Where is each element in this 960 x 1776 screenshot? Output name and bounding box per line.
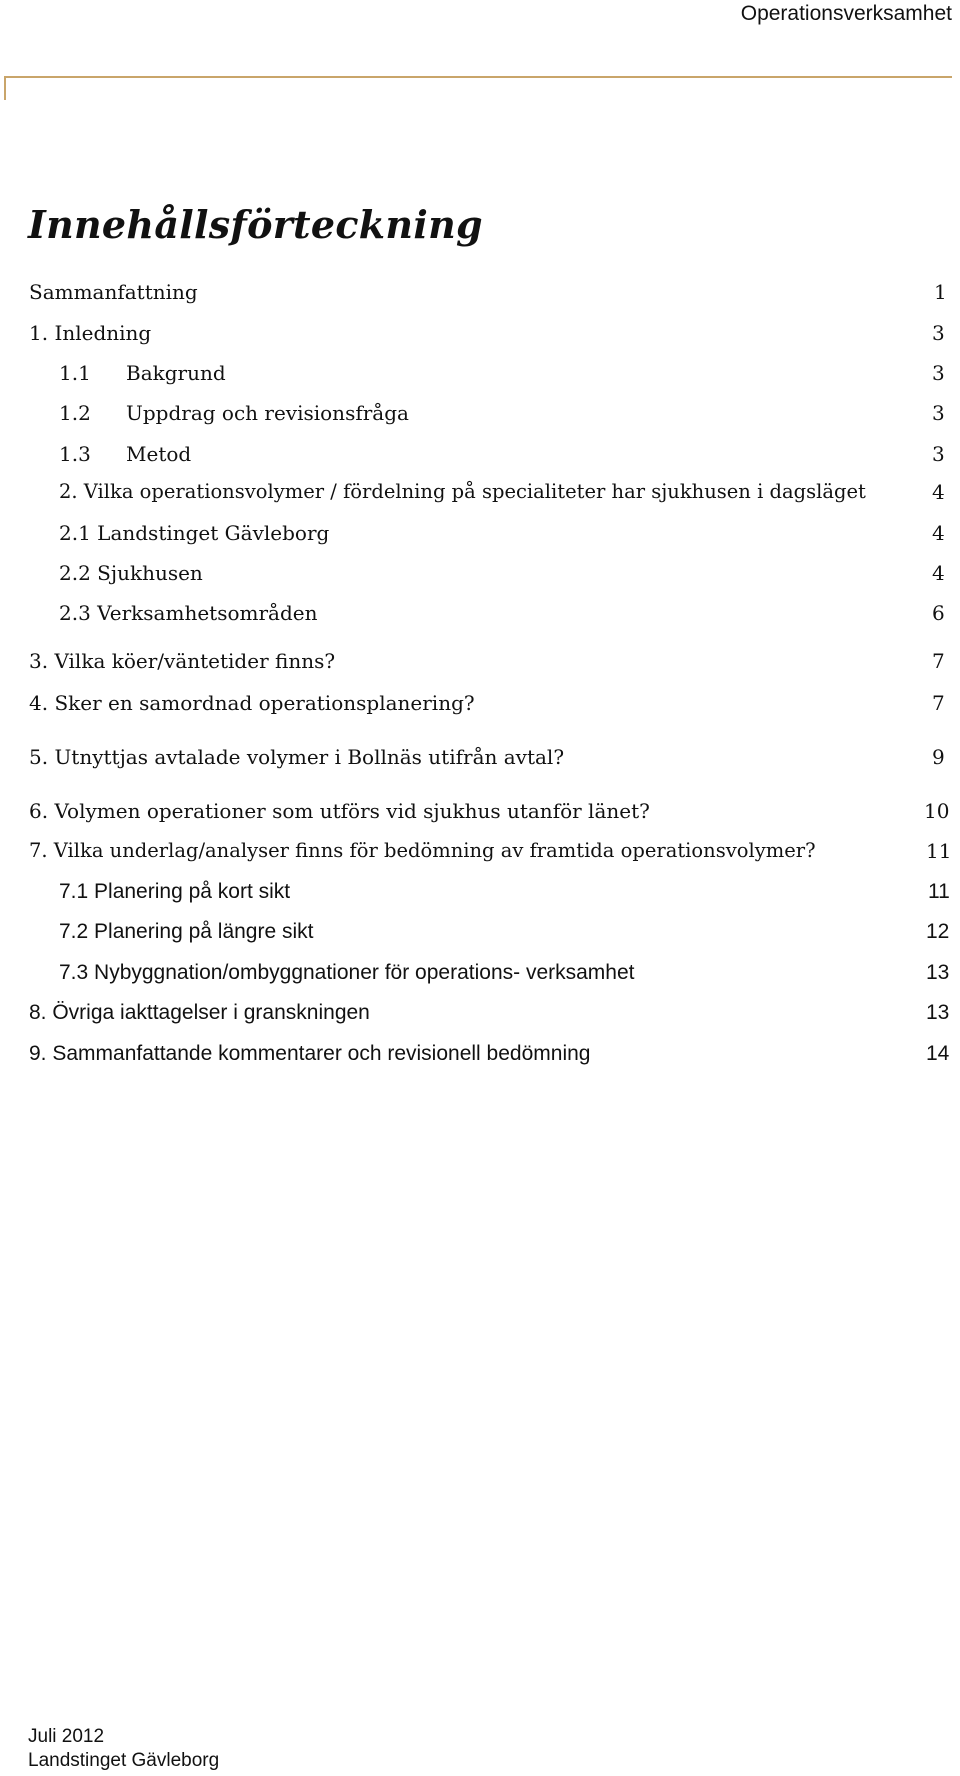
toc-entry-page: 12	[926, 920, 950, 943]
toc-entry-langre-sikt[interactable]	[0, 917, 960, 947]
toc-entry-bakgrund[interactable]	[0, 358, 960, 388]
toc-entry-landstinget[interactable]	[0, 518, 960, 548]
toc-entry-page: 11	[926, 839, 952, 863]
toc-entry-number: 1.1	[59, 361, 91, 385]
toc-entry-ovriga[interactable]	[0, 998, 960, 1028]
running-header-title: Operationsverksamhet	[740, 2, 952, 25]
toc-entry-page: 14	[926, 1042, 950, 1065]
toc-entry-page: 4	[932, 561, 945, 585]
toc-entry-label: Bakgrund	[126, 361, 226, 385]
footer-organization: Landstinget Gävleborg	[28, 1750, 220, 1771]
toc-entry-label: Uppdrag och revisionsfråga	[126, 401, 409, 425]
toc-entry-underlag[interactable]	[0, 836, 960, 866]
toc-entry-label: 5. Utnyttjas avtalade volymer i Bollnäs utifrån avtal?	[29, 745, 565, 769]
toc-entry-page: 4	[932, 521, 945, 545]
toc-entry-label: 7. Vilka underlag/analyser finns för bedömning av framtida operationsvolymer?	[29, 839, 816, 862]
toc-entry-label: 7.3 Nybyggnation/ombyggnationer för operations- verksamhet	[59, 961, 635, 984]
toc-entry-utanfor-lanet[interactable]	[0, 796, 960, 826]
toc-entry-metod[interactable]	[0, 439, 960, 469]
toc-entry-page: 10	[924, 799, 950, 823]
header-rule-tick	[4, 76, 6, 100]
toc-entry-label: Metod	[126, 442, 192, 466]
toc-entry-label: 7.1 Planering på kort sikt	[59, 880, 291, 903]
toc-entry-page: 7	[932, 649, 945, 673]
toc-entry-page: 4	[932, 480, 945, 504]
toc-entry-page: 3	[932, 401, 945, 425]
toc-entry-label: 7.2 Planering på längre sikt	[59, 920, 314, 943]
toc-entry-uppdrag[interactable]	[0, 398, 960, 428]
toc-entry-page: 6	[932, 601, 945, 625]
toc-entry-page: 11	[928, 880, 950, 903]
toc-heading: Innehållsförteckning	[28, 202, 483, 247]
toc-entry-page: 3	[932, 321, 945, 345]
toc-entry-page: 3	[932, 442, 945, 466]
footer-date: Juli 2012	[28, 1726, 105, 1747]
toc-entry-label: 4. Sker en samordnad operationsplanering?	[29, 691, 475, 715]
toc-entry-label: 8. Övriga iakttagelser i granskningen	[29, 1001, 370, 1024]
toc-entry-label: 6. Volymen operationer som utförs vid sjukhus utanför länet?	[29, 799, 650, 823]
toc-entry-sjukhusen[interactable]	[0, 558, 960, 588]
toc-entry-sammanfattning[interactable]	[0, 277, 960, 307]
toc-entry-label: 2.1 Landstinget Gävleborg	[59, 521, 330, 545]
toc-entry-label: 2. Vilka operationsvolymer / fördelning på specialiteter har sjukhusen i dagsläget	[59, 480, 866, 503]
toc-entry-bollnas[interactable]	[0, 742, 960, 772]
toc-entry-page: 3	[932, 361, 945, 385]
toc-entry-page: 7	[932, 691, 945, 715]
toc-entry-label: Sammanfattning	[29, 280, 198, 304]
toc-entry-page: 13	[926, 961, 950, 984]
toc-entry-inledning[interactable]	[0, 318, 960, 348]
toc-entry-verksamhetsomraden[interactable]	[0, 598, 960, 628]
toc-entry-nybyggnation[interactable]	[0, 958, 960, 988]
toc-entry-label: 2.3 Verksamhetsområden	[59, 601, 318, 625]
toc-entry-label: 3. Vilka köer/väntetider finns?	[29, 649, 336, 673]
toc-entry-koer[interactable]	[0, 646, 960, 676]
toc-entry-page: 1	[934, 280, 947, 304]
toc-entry-number: 1.2	[59, 401, 91, 425]
toc-entry-kort-sikt[interactable]	[0, 877, 960, 907]
toc-entry-sammanfattande[interactable]	[0, 1039, 960, 1069]
toc-entry-label: 1. Inledning	[29, 321, 152, 345]
toc-entry-page: 13	[926, 1001, 950, 1024]
toc-entry-label: 2.2 Sjukhusen	[59, 561, 203, 585]
toc-entry-operationsvolymer[interactable]	[0, 477, 960, 507]
toc-entry-number: 1.3	[59, 442, 91, 466]
toc-entry-samordnad[interactable]	[0, 688, 960, 718]
header-rule	[4, 76, 952, 78]
toc-entry-label: 9. Sammanfattande kommentarer och revisionell bedömning	[29, 1042, 591, 1065]
toc-entry-page: 9	[932, 745, 945, 769]
